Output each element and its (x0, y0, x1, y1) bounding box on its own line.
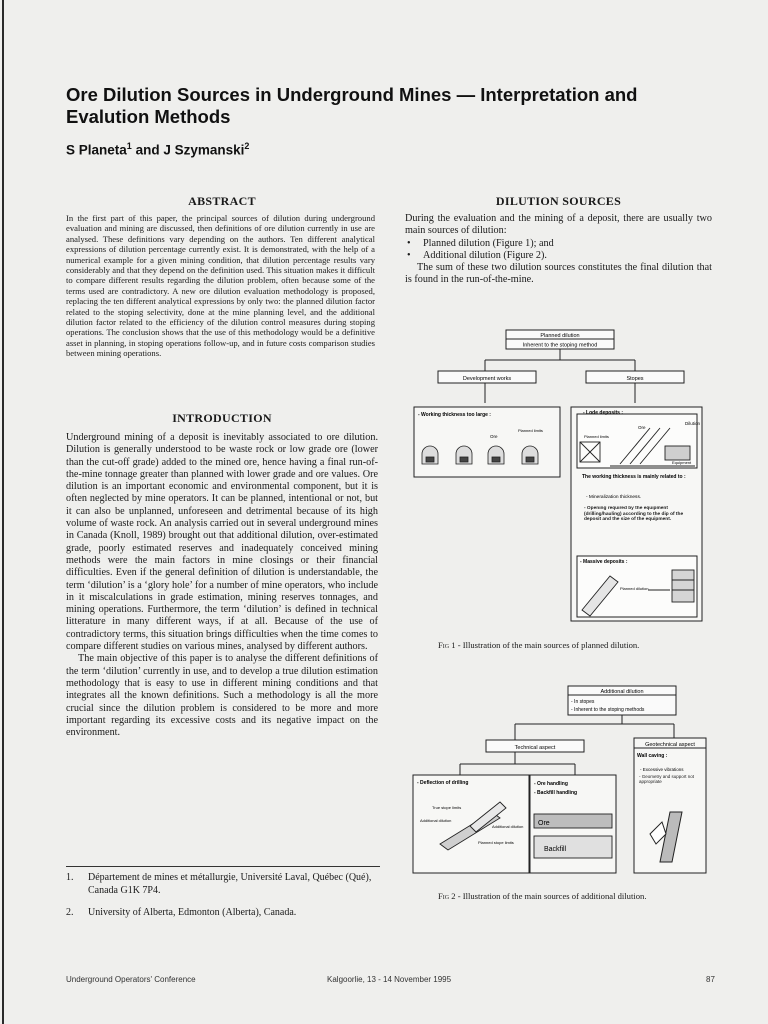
scan-edge (2, 0, 4, 1024)
paper-authors (66, 141, 249, 158)
fig2-top-line1: Additional dilution (600, 689, 644, 695)
fig2-geo-2-wrap (639, 774, 705, 790)
figure-2-diagram (410, 684, 710, 876)
fig2-backfill-label: Backfill (544, 846, 567, 853)
footnote-1-text: Département de mines et métallurgie, Université Laval, Québec (Qué), Canada G1K 7P4. (88, 872, 372, 896)
figure-1-caption-text: - Illustration of the main sources of planned dilution. (455, 640, 640, 650)
fig2-additional-dilution-1: Additional dilution (420, 818, 452, 823)
footnote-1-number: 1. (66, 872, 74, 883)
fig1-stopes: Stopes (626, 376, 644, 382)
fig1-planned-limits: Planned limits (518, 428, 543, 433)
figure-1-caption (438, 640, 718, 650)
fig1-lode-ore: Ore (638, 425, 646, 430)
fig2-additional-dilution-2: Additional dilution (492, 824, 524, 829)
fig2-technical: Technical aspect (514, 745, 556, 751)
fig1-development-works: Development works (462, 376, 512, 382)
fig1-note-3-wrap (584, 506, 700, 542)
fig2-wall-caving: Wall caving : (637, 753, 668, 759)
fig1-equipment: Equipment (672, 460, 692, 465)
footnote-2-text: University of Alberta, Edmonton (Alberta), Canada. (88, 907, 297, 918)
dilution-list (405, 238, 712, 263)
fig1-ore-label: Ore (490, 434, 498, 439)
fig2-geo-2: - Geometry and support not appropriate (639, 774, 695, 785)
fig1-lode-planned: Planned limits (584, 434, 609, 439)
dilution-sources-body (405, 213, 712, 287)
author-1-affil: 1 (126, 141, 132, 151)
footnote-2-number: 2. (66, 907, 74, 918)
paper-title: Ore Dilution Sources in Underground Mines — Interpretation and Evalution Methods (66, 84, 638, 127)
fig2-planned-stope: Planned stope limits (478, 840, 514, 845)
fig1-working-thickness: - Working thickness too large : (418, 412, 491, 418)
footer-conference: Underground Operators' Conference (66, 975, 196, 984)
dilution-paragraph-1: During the evaluation and the mining of a deposit, there are usually two main sources of dilution: (405, 213, 712, 237)
dilution-sources-heading: DILUTION SOURCES (495, 194, 622, 208)
intro-paragraph-1: Underground mining of a deposit is inevitably associated to ore dilution. Dilution is generally understood to be waste rock or low grade ore (lower than the cut-off grade) added to the mined ore, hence having a final run-of-the-mine tonnage greater than planned with lower grade and ore values. Ore dilution is an important economic and environmental component, but it is often neglected by mine operators. It can be planned, intentional or not, but it can also be unplanned, unforeseen and detrimental because of its high volume of waste rock. An analysis carried out in several underground mines in Canada (Knoll, 1989) brought out that additional dilution, over-estimated grade, poorly estimated reserves and inadequately conceived mining methods were the main factors in mine closings or their financial difficulties. Even if the general definition of dilution is understandable, the term ‘dilution’ is a ‘glory hole’ for a number of mine operators, who include in it miscalculations in grade estimation, mining reserves tonnages, and mining operations. Furthermore, the term ‘dilution’ is defined in technical litterature in many different ways, if at all. Because of the use of contradictory terms, this situation brings difficulties when the time comes to compare different studies on various mines, analysed by different authors. (66, 432, 378, 653)
introduction-heading: INTRODUCTION (172, 411, 272, 425)
dilution-paragraph-2: The sum of these two dilution sources constitutes the final dilution that is found in the run-of-the-mine. (405, 262, 712, 286)
fig2-true-stope: True stope limits (432, 805, 462, 810)
fig2-geotechnical: Geotechnical aspect (645, 742, 695, 748)
fig2-top-line3: - Inherent to the stoping methods (571, 707, 645, 713)
figure-1-diagram (410, 328, 710, 628)
author-1: S Planeta (66, 142, 127, 158)
abstract-text: In the first part of this paper, the principal sources of dilution during underground evaluation and mining are discussed, then definitions of ore dilution currently in use are analysed. These definitions vary depending on the authors. Ten different analytical expressions of dilution percentage currently exist. It is demonstrated, with the help of a numerical example for a given mining condition, that dilution percentage results vary considerably and that they depend on the definition used. This situation makes it difficult to compare different results regarding the dilution problem, often because some of the terms used are contradictory. A new ore dilution evaluation methodology is proposed, replacing the ten different analytical expressions by only two: the planned dilution factor related to the stoping selectivity, done at the mine planning level, and the additional dilution factor related to the efficiency of the dilution control measures during stoping operations. The conclusion shows that the use of this methodology would be a definitive asset in planning, in stoping operations follow-up, and in future costs comparison studies between mining operations. (66, 213, 375, 359)
fig2-geo-1: - Excessive vibrations (640, 767, 684, 772)
introduction-body (66, 432, 378, 739)
fig2-deflection: - Deflection of drilling (417, 780, 469, 786)
footer-page-number: 87 (706, 975, 715, 984)
fig2-ore-label: Ore (538, 820, 550, 827)
fig1-top-line1: Planned dilution (540, 333, 580, 339)
fig1-top-line2: Inherent to the stoping method (522, 342, 598, 349)
figure-2-caption-text: - Illustration of the main sources of additional dilution. (455, 891, 647, 901)
fig1-lode-deposits: - Lode deposits : (583, 410, 623, 416)
fig1-massive: - Massive deposits : (580, 559, 628, 565)
fig1-massive-planned: Planned dilution (620, 586, 649, 591)
footer-location-date: Kalgoorlie, 13 - 14 November 1995 (327, 975, 452, 984)
fig1-note-3: - Opening required by the equipment (drilling/hauling) according to the dip of the deposit and the size of the equipment. (584, 506, 684, 523)
footnote-1 (66, 872, 380, 897)
figure-1-label: Fig 1 (438, 640, 456, 650)
author-2: and J Szymanski (135, 142, 245, 158)
footnote-rule (66, 866, 380, 867)
intro-paragraph-2: The main objective of this paper is to analyse the different definitions of the term ‘dilution’ currently in use, and to develop a true dilution estimation methodology that is easy to use in different mining conditions and that integrates all the known definitions. Such a methodology is all the more crucial since the dilution problem is considered to be more and more important regarding its excessive costs and its negative impact on the environment. (66, 653, 378, 739)
fig1-lode-dilution: Dilution (685, 421, 701, 426)
dilution-list-item: • Additional dilution (Figure 2). (423, 250, 712, 262)
author-2-affil: 2 (244, 141, 250, 151)
fig2-ore-handling: - Ore handling (534, 781, 568, 787)
figure-1 (410, 328, 710, 650)
figure-2 (410, 684, 710, 914)
fig2-backfill-handling: - Backfill handling (534, 790, 578, 796)
fig1-note-1: The working thickness is mainly related to : (582, 474, 686, 480)
fig1-note-2: - Mineralization thickness. (586, 495, 642, 500)
footnote-2 (66, 907, 380, 920)
fig2-top-line2: - In stopes (571, 699, 595, 705)
figure-2-caption (438, 891, 718, 901)
abstract-heading: ABSTRACT (188, 194, 256, 208)
figure-2-label: Fig 2 (438, 891, 456, 901)
dilution-list-item: • Planned dilution (Figure 1); and (423, 238, 712, 250)
